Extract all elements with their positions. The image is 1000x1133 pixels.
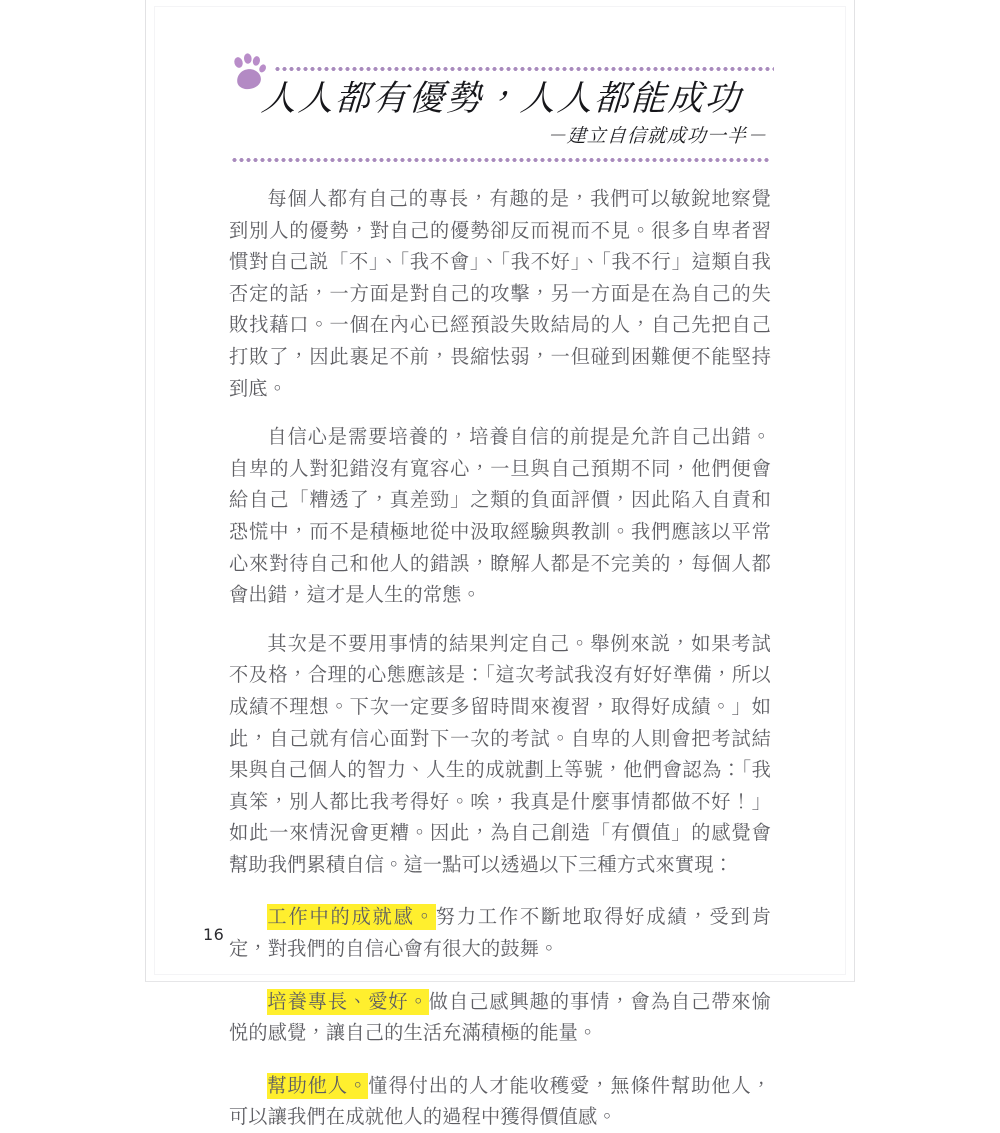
body-paragraph: [229, 183, 771, 404]
page-number: 16: [203, 925, 225, 944]
paragraph-text: 努力工作不斷地取得好成績，受到肯定，對我們的自信心會有很大的鼓舞。: [229, 905, 771, 961]
body-paragraph: [229, 1070, 771, 1133]
body-paragraph: [229, 901, 771, 964]
paragraph-text: 做自己感興趣的事情，會為自己帶來愉悦的感覺，讓自己的生活充滿積極的能量。: [229, 989, 771, 1045]
highlighted-phrase: 培養專長、愛好。: [267, 989, 429, 1013]
page-subtitle-line: [229, 124, 767, 148]
page-title-line: [229, 78, 774, 120]
paragraph-text: 懂得付出的人才能收穫愛，無條件幫助他人，可以讓我們在成就他人的過程中獲得價值感。: [229, 1073, 772, 1129]
body-paragraph: [229, 986, 771, 1049]
highlighted-phrase: 幫助他人。: [267, 1073, 369, 1097]
header-dotted-rule-top: [274, 67, 774, 71]
body-text-column: [229, 183, 771, 1133]
paragraph-text: 自信心是需要培養的，培養自信的前提是允許自己出錯。自卑的人對犯錯沒有寬容心，一旦與自己預期不同，他們便會給自己「糟透了，真差勁」之類的負面評價，因此陷入自責和恐慌中，而不是積極地從中汲取經驗與教訓。我們應該以平常心來對待自己和他人的錯誤，瞭解人都是不完美的，每個人都會出錯，這才是人生的常態。: [229, 425, 771, 607]
paragraph-text: 其次是不要用事情的結果判定自己。舉例來説，如果考試不及格，合理的心態應該是：「這次考試我沒有好好準備，所以成績不理想。下次一定要多留時間來複習，取得好成績。」如此，自己就有信心面對下一次的考試。自卑的人則會把考試結果與自己個人的智力、人生的成就劃上等號，他們會認為：「我真笨，別人都比我考得好。唉，我真是什麼事情都做不好！」如此一來情況會更糟。因此，為自己創造「有價值」的感覺會幫助我們累積自信。這一點可以透過以下三種方式來實現：: [229, 631, 771, 876]
book-page-sheet: [145, 0, 855, 1129]
paragraph-text: 每個人都有自己的專長，有趣的是，我們可以敏銳地察覺到別人的優勢，對自己的優勢卻反而視而不見。很多自卑者習慣對自己説「不」、「我不會」、「我不好」、「我不行」這類自我否定的話，一方面是對自己的攻擊，另一方面是在為自己的失敗找藉口。一個在內心已經預設失敗結局的人，自己先把自己打敗了，因此裹足不前，畏縮怯弱，一但碰到困難便不能堅持到底。: [229, 187, 771, 400]
page-subtitle: －建立自信就成功一半－: [546, 125, 768, 147]
body-paragraph: [229, 628, 771, 881]
body-paragraph: [229, 421, 771, 611]
page-title: 人人都有優勢，人人都能成功: [259, 79, 744, 119]
header-dotted-rule-bottom: [231, 158, 769, 162]
page-header: [229, 48, 774, 168]
highlighted-phrase: 工作中的成就感。: [267, 905, 436, 929]
